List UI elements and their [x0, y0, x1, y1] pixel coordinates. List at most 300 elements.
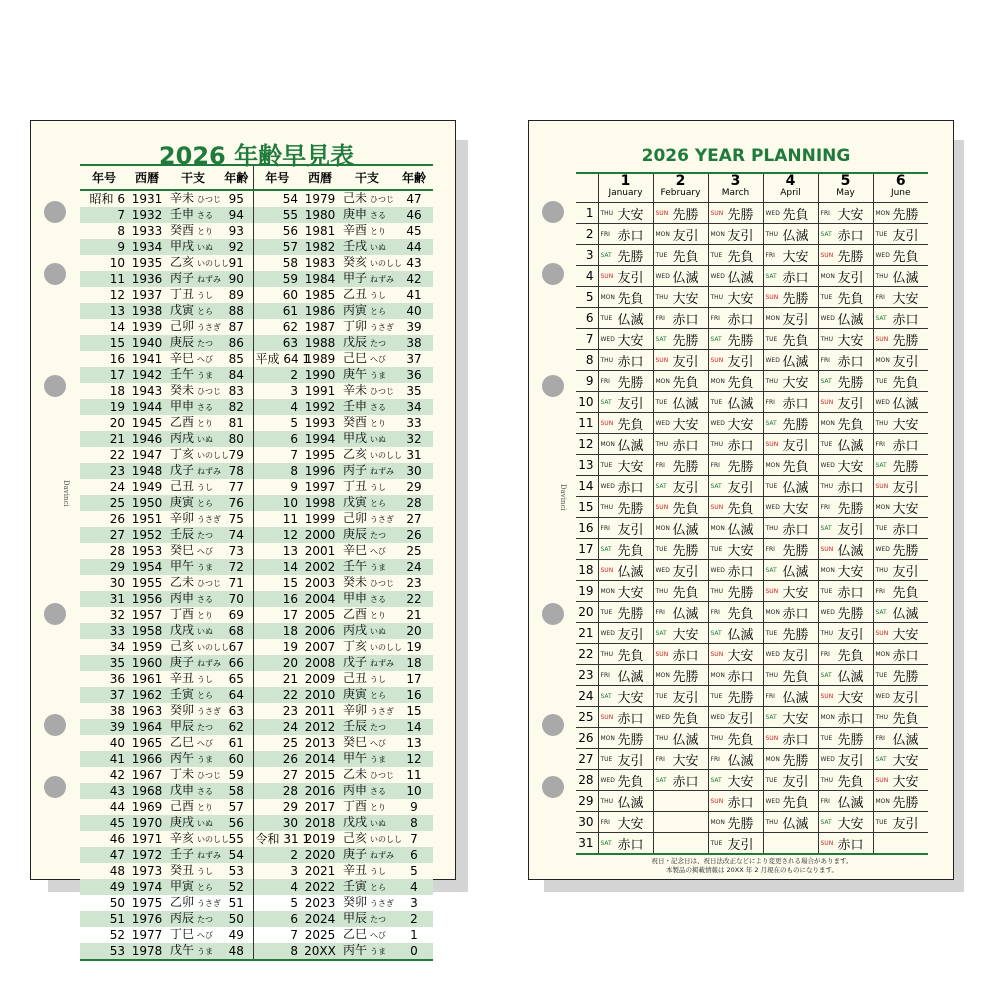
day-cell	[873, 728, 928, 749]
weekday-label: THU	[655, 734, 669, 742]
age-cell: 88	[220, 303, 253, 319]
age-table-row	[80, 895, 433, 911]
age-table-row	[80, 751, 433, 767]
eto-kanji: 丁亥	[170, 447, 195, 461]
month-number: 3	[730, 173, 741, 189]
age-table-header: 年号	[253, 165, 301, 190]
eto-kanji: 庚子	[170, 655, 195, 669]
weekday-label: SAT	[875, 461, 887, 469]
eto-cell	[339, 351, 395, 367]
weekday-label: TUE	[600, 608, 613, 616]
day-number: 18	[576, 560, 598, 581]
month-header	[653, 173, 708, 203]
eto-cell	[339, 703, 395, 719]
western-year-cell: 2016	[301, 783, 339, 799]
western-year-cell: 1948	[128, 463, 166, 479]
day-cell	[818, 371, 873, 392]
rokuyo-label: 先勝	[892, 459, 919, 475]
eto-kanji: 癸卯	[343, 895, 368, 909]
eto-cell	[166, 543, 220, 559]
eto-kanji: 丁丑	[343, 479, 368, 493]
age-cell: 13	[406, 736, 422, 750]
day-number: 19	[576, 581, 598, 602]
western-year-cell: 1949	[131, 480, 163, 494]
day-cell	[873, 791, 928, 812]
day-cell	[708, 287, 763, 308]
day-cell	[653, 455, 708, 476]
day-cell	[763, 455, 818, 476]
age-table-row	[80, 495, 433, 511]
rokuyo-label: 大安	[782, 375, 809, 391]
age-cell: 87	[228, 320, 244, 334]
day-number: 30	[576, 812, 598, 833]
day-cell	[653, 770, 708, 791]
age-cell: 76	[220, 495, 253, 511]
eto-reading: たつ	[370, 723, 387, 732]
day-cell	[818, 266, 873, 287]
eto-reading: いのしし	[370, 643, 403, 652]
age-cell: 43	[406, 256, 422, 270]
eto-cell	[166, 575, 220, 591]
day-cell	[763, 266, 818, 287]
age-cell: 3	[410, 896, 418, 910]
day-cell	[708, 581, 763, 602]
age-cell: 23	[406, 576, 422, 590]
weekday-label: TUE	[875, 818, 888, 826]
year-planning-table	[576, 172, 928, 855]
month-name: March	[721, 188, 750, 198]
age-cell: 63	[228, 704, 244, 718]
rokuyo-label: 仏滅	[837, 795, 864, 811]
rokuyo-label: 友引	[727, 837, 754, 853]
day-cell	[653, 413, 708, 434]
era-year-cell: 21	[253, 671, 301, 687]
western-year-cell: 2021	[304, 864, 336, 878]
day-number: 31	[576, 833, 598, 855]
weekday-label: MON	[765, 461, 780, 469]
rokuyo-label: 先勝	[782, 627, 809, 643]
age-cell: 65	[228, 672, 244, 686]
weekday-label: SAT	[600, 839, 612, 847]
weekday-label: WED	[765, 503, 780, 511]
era-year-cell: 5	[253, 895, 301, 911]
western-year-cell: 1950	[128, 495, 166, 511]
weekday-label: FRI	[875, 440, 885, 448]
eto-cell	[339, 735, 395, 751]
age-cell: 67	[228, 640, 244, 654]
western-year-cell: 1941	[131, 352, 163, 366]
eto-cell	[339, 303, 395, 319]
weekday-label: TUE	[820, 440, 833, 448]
day-row	[576, 581, 928, 602]
eto-reading: へび	[370, 547, 387, 556]
rokuyo-label: 先負	[672, 249, 699, 265]
western-year-cell: 1983	[304, 256, 336, 270]
age-cell: 83	[228, 384, 244, 398]
western-year-cell: 1991	[304, 384, 336, 398]
western-year-cell: 2012	[301, 719, 339, 735]
eto-cell	[339, 239, 395, 255]
day-row	[576, 497, 928, 518]
eto-kanji: 辛未	[170, 191, 195, 205]
eto-kanji: 己丑	[170, 479, 195, 493]
year-planning-title: 2026 YEAR PLANNING	[641, 146, 851, 166]
eto-kanji: 丁亥	[343, 639, 368, 653]
eto-kanji: 辛丑	[343, 863, 368, 877]
age-cell: 49	[228, 928, 244, 942]
weekday-label: TUE	[875, 524, 888, 532]
day-cell	[873, 602, 928, 623]
era-year-cell: 34	[109, 640, 125, 654]
day-cell	[653, 791, 708, 812]
weekday-label: SAT	[875, 608, 887, 616]
eto-reading: ひつじ	[197, 387, 222, 396]
eto-kanji: 癸巳	[170, 543, 195, 557]
eto-cell	[339, 767, 395, 783]
eto-kanji: 乙丑	[343, 287, 368, 301]
weekday-label: FRI	[765, 251, 775, 259]
weekday-label: SAT	[765, 566, 777, 574]
weekday-label: WED	[655, 566, 670, 574]
eto-kanji: 癸卯	[170, 703, 195, 717]
era-year-cell: 26	[109, 512, 125, 526]
weekday-label: TUE	[765, 482, 778, 490]
day-cell	[653, 623, 708, 644]
eto-kanji: 乙巳	[343, 927, 368, 941]
weekday-label: MON	[600, 734, 615, 742]
rokuyo-label: 先負	[617, 543, 644, 559]
day-cell	[653, 497, 708, 518]
rokuyo-label: 仏滅	[672, 732, 699, 748]
day-row	[576, 707, 928, 728]
day-cell	[708, 308, 763, 329]
eto-cell	[166, 335, 220, 351]
eto-cell	[166, 687, 220, 703]
eto-reading: さる	[370, 787, 387, 796]
rokuyo-label: 先勝	[617, 732, 644, 748]
rokuyo-label: 友引	[837, 522, 864, 538]
day-number: 16	[576, 518, 598, 539]
era-year-cell: 平成 64 1	[253, 351, 301, 367]
eto-reading: いぬ	[370, 819, 387, 828]
rokuyo-label: 大安	[837, 459, 864, 475]
month-header	[873, 173, 928, 203]
rokuyo-label: 大安	[672, 627, 699, 643]
rokuyo-label: 大安	[892, 753, 919, 769]
day-row	[576, 413, 928, 434]
rokuyo-label: 仏滅	[672, 522, 699, 538]
day-cell	[763, 686, 818, 707]
binder-hole	[44, 201, 66, 223]
era-year-cell: 27	[80, 527, 128, 543]
eto-cell	[166, 223, 220, 239]
weekday-label: SUN	[765, 587, 779, 595]
day-number: 3	[576, 245, 598, 266]
age-table-row	[80, 927, 433, 943]
day-cell	[653, 308, 708, 329]
eto-reading: いぬ	[370, 435, 387, 444]
weekday-label: FRI	[820, 503, 830, 511]
rokuyo-label: 先負	[782, 795, 809, 811]
rokuyo-label: 大安	[892, 627, 919, 643]
eto-kanji: 戊戌	[343, 815, 368, 829]
eto-reading: ねずみ	[197, 467, 222, 476]
eto-reading: とら	[197, 883, 214, 892]
weekday-label: SAT	[600, 545, 612, 553]
western-year-cell: 2025	[304, 928, 336, 942]
eto-reading: へび	[370, 355, 387, 364]
eto-reading: うま	[370, 371, 387, 380]
eto-cell	[339, 399, 395, 415]
era-year-cell: 48	[109, 864, 125, 878]
rokuyo-label: 先負	[617, 291, 644, 307]
binder-hole	[44, 263, 66, 285]
day-number: 20	[576, 602, 598, 623]
day-cell	[708, 686, 763, 707]
era-year-cell: 55	[253, 207, 301, 223]
age-table-row	[80, 591, 433, 607]
age-cell: 68	[220, 623, 253, 639]
age-cell: 86	[220, 335, 253, 351]
rokuyo-label: 仏滅	[837, 438, 864, 454]
western-year-cell: 1958	[128, 623, 166, 639]
day-row	[576, 308, 928, 329]
day-row	[576, 665, 928, 686]
western-year-cell: 2008	[301, 655, 339, 671]
rokuyo-label: 友引	[617, 270, 644, 286]
month-number: 4	[785, 173, 796, 189]
rokuyo-label: 大安	[672, 291, 699, 307]
age-cell: 41	[406, 288, 422, 302]
day-cell	[873, 434, 928, 455]
rokuyo-label: 先負	[837, 417, 864, 433]
weekday-label: THU	[600, 797, 614, 805]
rokuyo-label: 仏滅	[727, 396, 754, 412]
eto-reading: いぬ	[370, 243, 387, 252]
day-cell	[763, 833, 818, 855]
binder-hole	[542, 776, 564, 798]
weekday-label: FRI	[765, 692, 775, 700]
eto-cell	[166, 190, 220, 207]
eto-cell	[166, 559, 220, 575]
age-table-row	[80, 607, 433, 623]
binder-hole	[44, 375, 66, 397]
rokuyo-label: 先勝	[892, 669, 919, 685]
eto-reading: とり	[197, 419, 214, 428]
eto-cell	[339, 639, 403, 655]
age-cell: 18	[395, 655, 433, 671]
day-number: 22	[576, 644, 598, 665]
day-cell	[873, 392, 928, 413]
era-year-cell: 7	[80, 207, 128, 223]
eto-cell	[166, 415, 220, 431]
day-number: 13	[576, 455, 598, 476]
eto-reading: うさぎ	[370, 707, 395, 716]
rokuyo-label: 先勝	[727, 207, 754, 223]
eto-cell	[166, 383, 220, 399]
age-table-row	[80, 190, 433, 207]
age-cell: 73	[228, 544, 244, 558]
rokuyo-label: 赤口	[837, 711, 864, 727]
eto-reading: へび	[197, 739, 214, 748]
eto-kanji: 丙子	[343, 463, 368, 477]
weekday-label: FRI	[820, 209, 830, 217]
rokuyo-label: 先負	[672, 711, 699, 727]
age-table-row	[80, 687, 433, 703]
era-year-cell: 30	[253, 815, 301, 831]
era-year-cell: 3	[253, 863, 301, 879]
eto-reading: うさぎ	[197, 899, 222, 908]
day-cell	[708, 833, 763, 855]
weekday-label: SUN	[875, 776, 889, 784]
eto-kanji: 己酉	[170, 799, 195, 813]
era-year-cell: 49	[80, 879, 128, 895]
day-cell	[818, 329, 873, 350]
eto-kanji: 戊子	[343, 655, 368, 669]
day-cell	[598, 833, 653, 855]
western-year-cell: 1951	[131, 512, 163, 526]
rokuyo-label: 赤口	[617, 711, 644, 727]
day-cell	[598, 245, 653, 266]
day-row	[576, 623, 928, 644]
eto-cell	[339, 287, 395, 303]
eto-reading: いのしし	[370, 259, 403, 268]
western-year-cell: 1997	[304, 480, 336, 494]
eto-reading: ねずみ	[197, 659, 222, 668]
rokuyo-label: 赤口	[837, 480, 864, 496]
day-cell	[873, 371, 928, 392]
weekday-label: TUE	[820, 587, 833, 595]
age-cell: 95	[228, 192, 244, 206]
era-year-cell: 24	[253, 719, 301, 735]
age-table-row	[80, 463, 433, 479]
weekday-label: FRI	[820, 650, 830, 658]
rokuyo-label: 先負	[617, 774, 644, 790]
rokuyo-label: 赤口	[727, 438, 754, 454]
day-cell	[873, 707, 928, 728]
weekday-label: SUN	[820, 398, 834, 406]
western-year-cell: 2022	[301, 879, 339, 895]
western-year-cell: 1957	[131, 608, 163, 622]
age-cell: 56	[220, 815, 253, 831]
eto-kanji: 丙戌	[343, 623, 368, 637]
rokuyo-label: 赤口	[837, 585, 864, 601]
day-cell	[653, 539, 708, 560]
rokuyo-label: 友引	[727, 228, 754, 244]
western-year-cell: 1936	[128, 271, 166, 287]
day-cell	[653, 245, 708, 266]
eto-kanji: 壬辰	[343, 719, 368, 733]
rokuyo-label: 先勝	[837, 249, 864, 265]
era-year-cell: 17	[80, 367, 128, 383]
rokuyo-label: 先負	[617, 417, 644, 433]
month-name: June	[890, 188, 911, 198]
eto-reading: いのしし	[370, 451, 403, 460]
eto-reading: さる	[197, 403, 214, 412]
eto-kanji: 己卯	[170, 319, 195, 333]
age-cell: 94	[220, 207, 253, 223]
rokuyo-label: 友引	[892, 480, 919, 496]
era-year-cell: 昭和 6	[89, 192, 125, 206]
eto-cell	[166, 847, 220, 863]
day-cell	[708, 455, 763, 476]
day-row	[576, 434, 928, 455]
western-year-cell: 1972	[128, 847, 166, 863]
age-table-row	[80, 223, 433, 239]
rokuyo-label: 赤口	[782, 396, 809, 412]
rokuyo-label: 先勝	[837, 606, 864, 622]
eto-reading: さる	[197, 211, 214, 220]
age-cell: 5	[410, 864, 418, 878]
weekday-label: WED	[655, 713, 670, 721]
eto-reading: いのしし	[197, 835, 230, 844]
weekday-label: WED	[820, 755, 835, 763]
rokuyo-label: 赤口	[892, 522, 919, 538]
western-year-cell: 2004	[301, 591, 339, 607]
day-cell	[818, 224, 873, 245]
weekday-label: SAT	[875, 755, 887, 763]
age-cell: 37	[406, 352, 422, 366]
day-cell	[873, 665, 928, 686]
day-cell	[708, 329, 763, 350]
month-name: April	[780, 188, 801, 198]
weekday-label: MON	[765, 755, 780, 763]
month-number: 1	[620, 173, 631, 189]
eto-reading: ひつじ	[370, 195, 395, 204]
eto-cell	[166, 271, 220, 287]
weekday-label: SUN	[875, 629, 889, 637]
western-year-cell: 1986	[301, 303, 339, 319]
western-year-cell: 1956	[128, 591, 166, 607]
western-year-cell: 2019	[304, 832, 336, 846]
rokuyo-label: 赤口	[617, 837, 644, 853]
rokuyo-label: 先負	[727, 732, 754, 748]
weekday-label: TUE	[765, 629, 778, 637]
rokuyo-label: 仏滅	[617, 795, 644, 811]
age-cell: 26	[395, 527, 433, 543]
day-cell	[653, 371, 708, 392]
weekday-label: WED	[820, 461, 835, 469]
age-cell: 14	[395, 719, 433, 735]
western-year-cell: 2011	[304, 704, 336, 718]
weekday-label: SAT	[820, 818, 832, 826]
eto-kanji: 甲午	[170, 559, 195, 573]
eto-reading: うま	[197, 755, 214, 764]
day-cell	[763, 287, 818, 308]
binder-hole	[542, 263, 564, 285]
eto-reading: うし	[370, 483, 387, 492]
weekday-label: SAT	[710, 335, 722, 343]
day-cell	[653, 476, 708, 497]
day-number: 15	[576, 497, 598, 518]
eto-kanji: 辛卯	[343, 703, 368, 717]
rokuyo-label: 赤口	[727, 795, 754, 811]
eto-reading: うま	[370, 755, 387, 764]
eto-cell	[339, 271, 395, 287]
weekday-label: SUN	[600, 566, 614, 574]
rokuyo-label: 先勝	[782, 753, 809, 769]
era-year-cell: 51	[80, 911, 128, 927]
rokuyo-label: 仏滅	[892, 606, 919, 622]
rokuyo-label: 友引	[782, 312, 809, 328]
eto-kanji: 甲申	[343, 591, 368, 605]
rokuyo-label: 大安	[617, 207, 644, 223]
age-table-row	[80, 367, 433, 383]
eto-reading: うさぎ	[197, 707, 222, 716]
eto-reading: さる	[370, 595, 387, 604]
age-cell: 90	[220, 271, 253, 287]
weekday-label: TUE	[655, 545, 668, 553]
